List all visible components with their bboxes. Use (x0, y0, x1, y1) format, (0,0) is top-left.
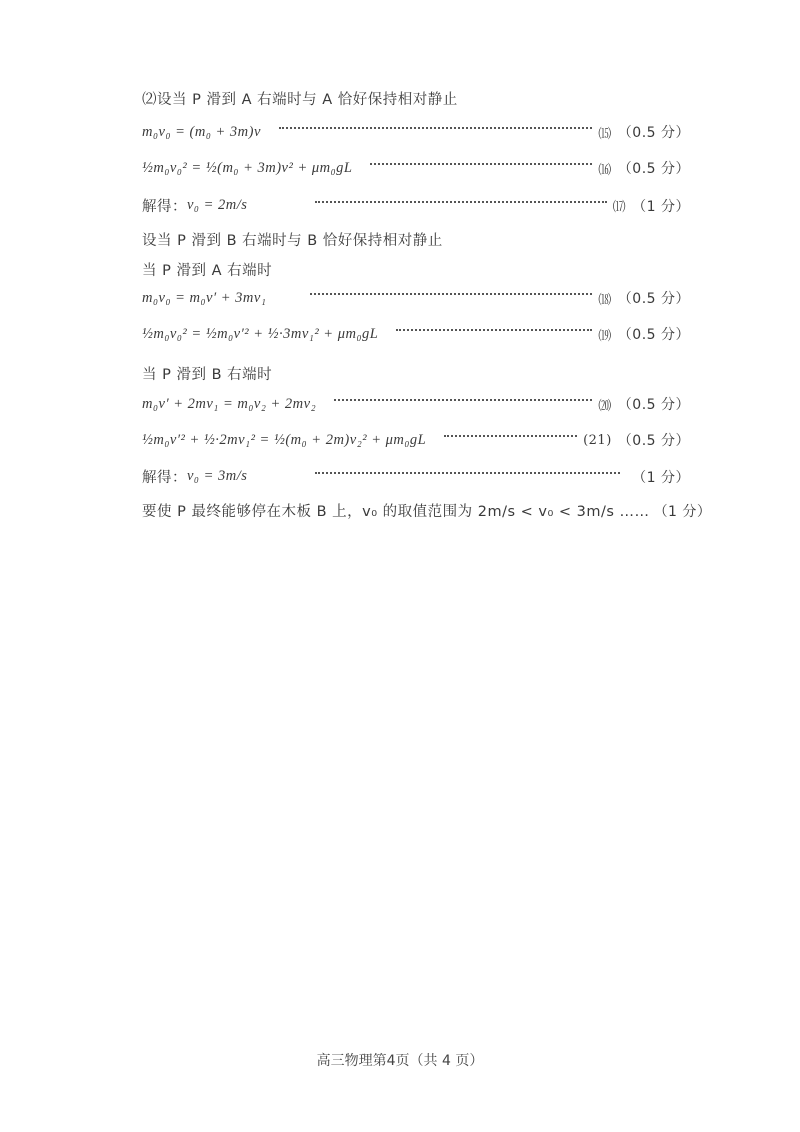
equation-number: ⒆ (598, 328, 612, 344)
conclusion-text: 要使 P 最终能够停在木板 B 上，v₀ 的取值范围为 2m/s < v₀ < 3m/s …… (142, 504, 650, 520)
equation: ½m₀v′² + ½·2mv₁² = ½(m₀ + 2m)v₂² + μm₀gL (142, 431, 427, 448)
equation: ½m₀v₀² = ½m₀v′² + ½·3mv₁² + μm₀gL (142, 325, 379, 342)
equation-number: ⒃ (598, 162, 612, 178)
line-6 (142, 259, 690, 280)
score: （0.5 分） (617, 125, 690, 141)
score: （0.5 分） (617, 327, 690, 343)
line-12 (142, 466, 690, 487)
page-footer: 高三物理第4页（共 4 页） (316, 1053, 484, 1069)
equation-number: (21) (583, 432, 612, 448)
equation-number: ⒇ (598, 398, 612, 414)
line-5 (142, 229, 690, 250)
equation-number: ⒂ (598, 126, 612, 142)
line-10 (142, 394, 690, 414)
line-13 (142, 500, 712, 521)
leader-dots (310, 293, 592, 295)
line-text: ⑵设当 P 滑到 A 右端时与 A 恰好保持相对静止 (142, 92, 458, 108)
equation-number: ⒄ (612, 200, 627, 215)
equation-number: ⒅ (598, 292, 612, 308)
line-text: 设当 P 滑到 B 右端时与 B 恰好保持相对静止 (142, 233, 443, 249)
score: （0.5 分） (617, 161, 690, 177)
leader-dots (279, 127, 592, 129)
solve-label: 解得： (142, 470, 187, 486)
solve-label: 解得： (142, 199, 187, 215)
leader-dots (370, 163, 592, 165)
score: （0.5 分） (617, 397, 690, 413)
leader-dots (334, 399, 592, 401)
leader-dots (396, 329, 592, 331)
line-7 (142, 288, 690, 308)
line-3 (142, 158, 690, 178)
score: （1 分） (632, 198, 690, 215)
equation: m₀v₀ = (m₀ + 3m)v (142, 123, 261, 140)
equation: m₀v′ + 2mv₁ = m₀v₂ + 2mv₂ (142, 395, 317, 412)
line-9 (142, 363, 690, 384)
line-1 (142, 88, 690, 109)
line-8 (142, 324, 690, 344)
equation: ½m₀v₀² = ½(m₀ + 3m)v² + μm₀gL (142, 159, 353, 176)
score: （0.5 分） (617, 291, 690, 307)
line-text: 当 P 滑到 A 右端时 (142, 263, 273, 279)
score: （1 分） (632, 469, 690, 486)
score: （0.5 分） (617, 433, 690, 449)
line-2 (142, 122, 690, 142)
line-4 (142, 195, 690, 216)
equation: v₀ = 3m/s (187, 468, 248, 484)
leader-dots (315, 472, 620, 474)
equation: v₀ = 2m/s (187, 197, 248, 213)
score: （1 分） (653, 503, 712, 520)
leader-dots (315, 201, 607, 203)
line-11 (142, 430, 690, 450)
equation: m₀v₀ = m₀v′ + 3mv₁ (142, 289, 267, 306)
line-text: 当 P 滑到 B 右端时 (142, 367, 273, 383)
leader-dots (444, 435, 577, 437)
